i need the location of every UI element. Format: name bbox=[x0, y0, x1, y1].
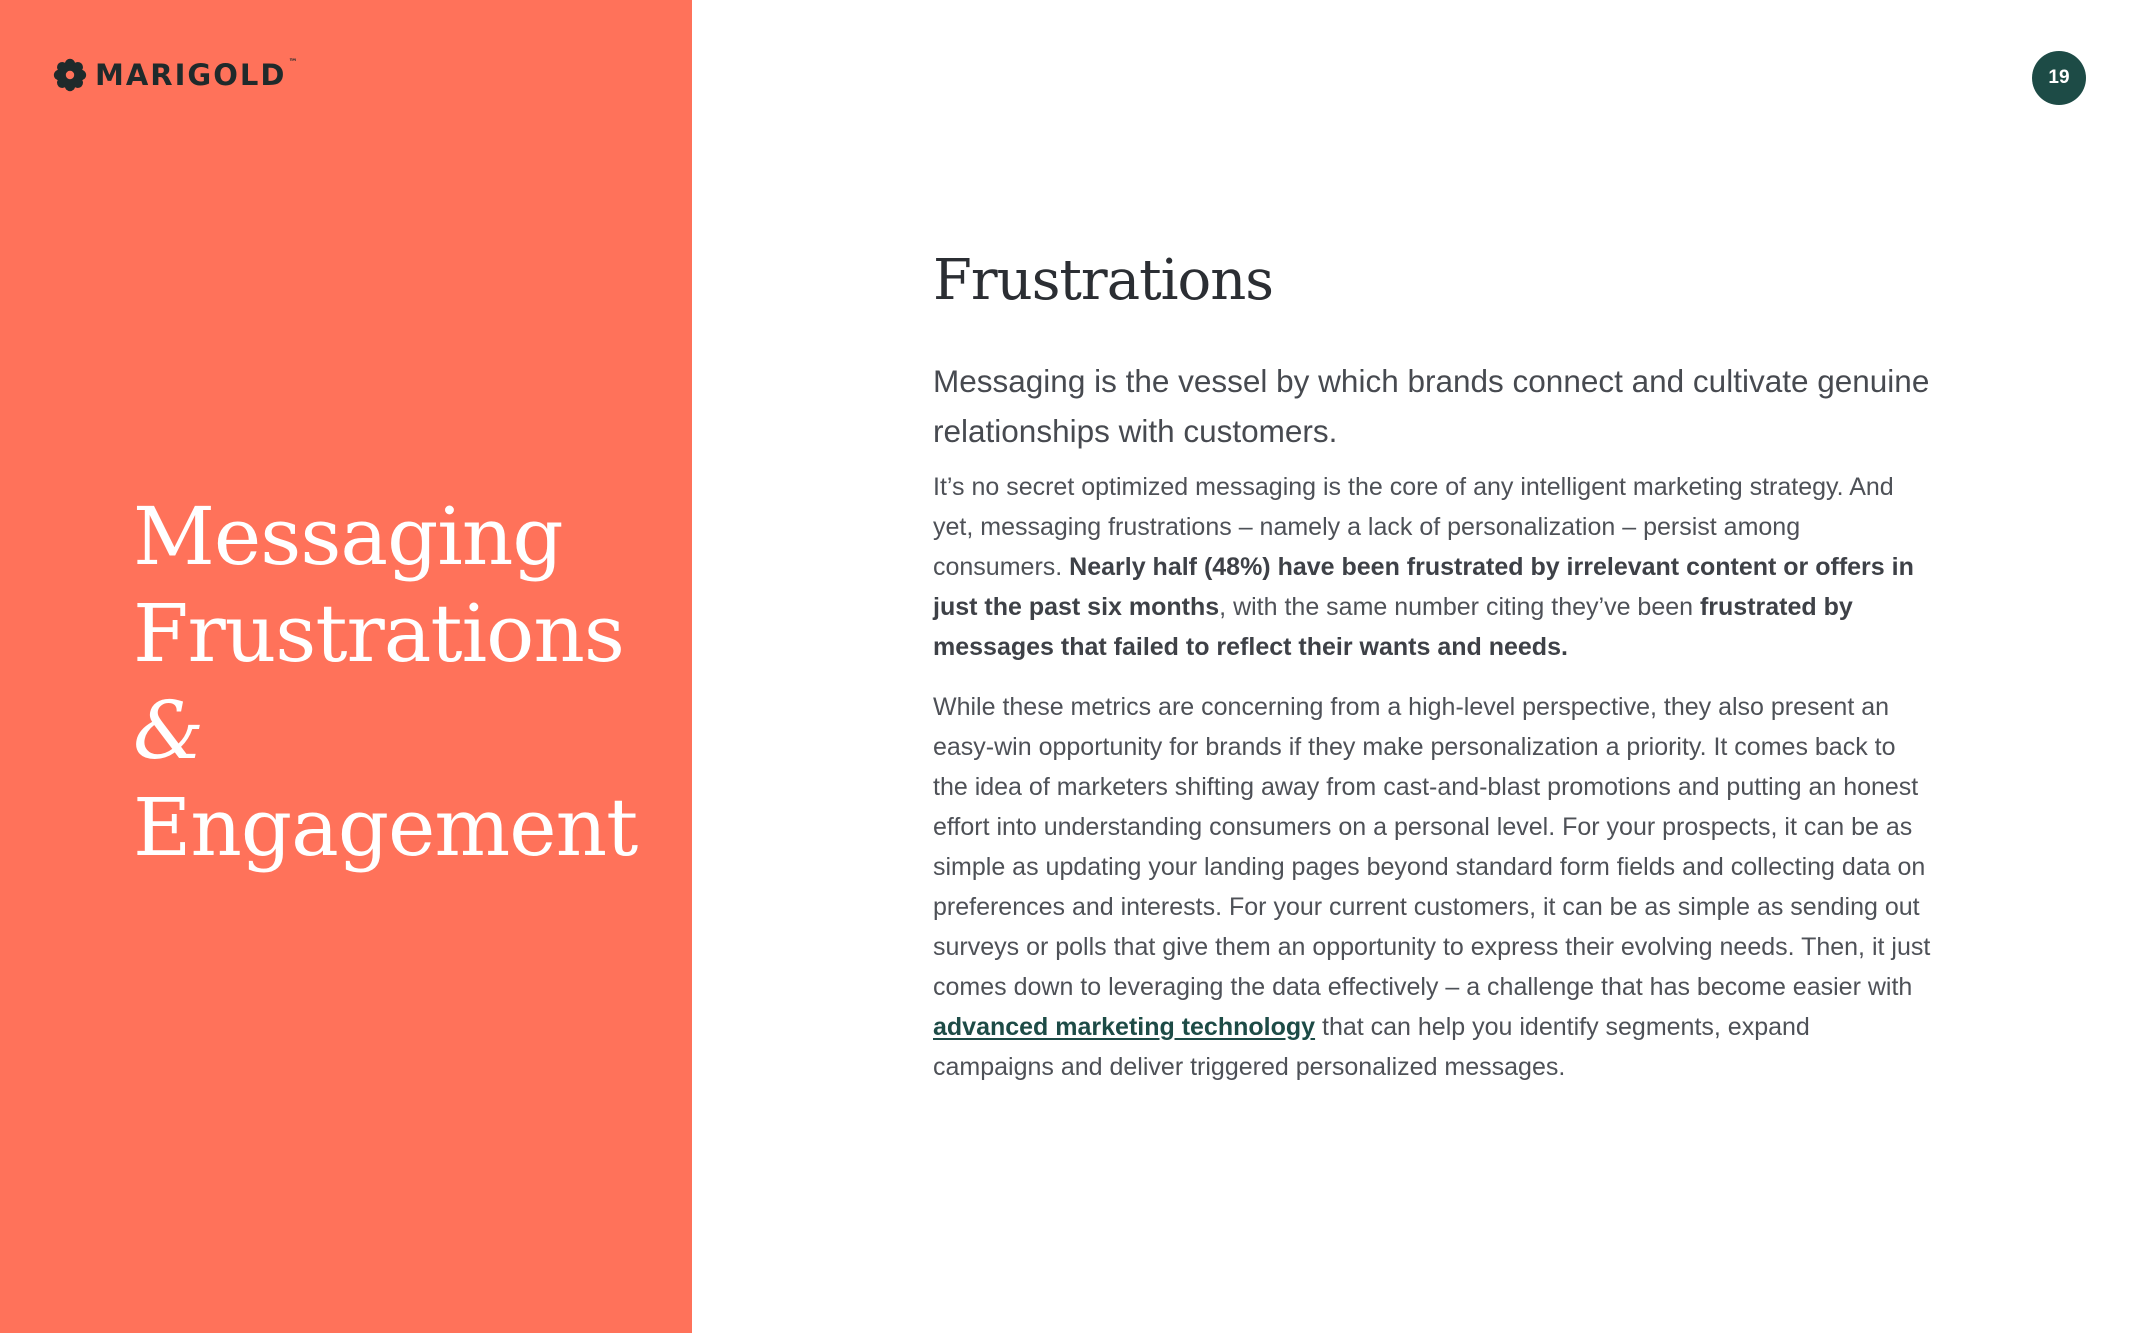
marigold-flower-icon bbox=[53, 58, 87, 92]
page-number-badge: 19 bbox=[2032, 51, 2086, 105]
section-title-line: Messaging bbox=[133, 490, 563, 583]
main-content bbox=[933, 246, 1933, 1087]
advanced-marketing-technology-link[interactable]: advanced marketing technology bbox=[933, 1013, 1316, 1041]
highlight-text: Nearly half (48%) have been frustrated by irrelevant content or offers in just the past six months bbox=[933, 553, 1914, 621]
paragraph-text: While these metrics are concerning from a high-level perspective, they also present an easy-win opportunity for brands if they make personalization a priority. It comes back to the idea of marketers shifting away from cast-and-blast promotions and putting an honest effort into understanding consumers on a personal level. For your prospects, it can be as simple as updating your landing pages beyond standard form fields and collecting data on preferences and interests. For your current customers, it can be as simple as sending out surveys or polls that give them an opportunity to express their evolving needs. Then, it just comes down to leveraging the data effectively – a challenge that has become easier with bbox=[933, 693, 1931, 1001]
paragraph-text: , with the same number citing they’ve been bbox=[1219, 593, 1700, 621]
section-title-ampersand: & bbox=[133, 684, 204, 777]
paragraph-text: It’s no secret optimized messaging is the core of any intelligent marketing strategy. And yet, messaging frustrations – namely a lack of personalization – persist among consumers. bbox=[933, 473, 1894, 581]
section-title-line: Frustrations bbox=[133, 587, 624, 680]
marigold-logo[interactable] bbox=[53, 58, 297, 92]
lead-paragraph: Messaging is the vessel by which brands connect and cultivate genuine relationships with customers. bbox=[933, 363, 1930, 449]
logo-trademark: ™ bbox=[288, 58, 298, 68]
content-heading: Frustrations bbox=[933, 248, 1274, 313]
body-paragraph-1 bbox=[933, 467, 1933, 667]
section-title bbox=[133, 488, 637, 876]
paragraph-text: that can help you identify segments, expand campaigns and deliver triggered personalized messages. bbox=[933, 1013, 1810, 1081]
left-panel bbox=[0, 0, 692, 1333]
logo-text: MARIGOLD bbox=[95, 57, 287, 92]
section-title-line: Engagement bbox=[133, 781, 638, 874]
body-paragraph-2 bbox=[933, 687, 1933, 1087]
highlight-text: frustrated by messages that failed to reflect their wants and needs. bbox=[933, 593, 1853, 661]
